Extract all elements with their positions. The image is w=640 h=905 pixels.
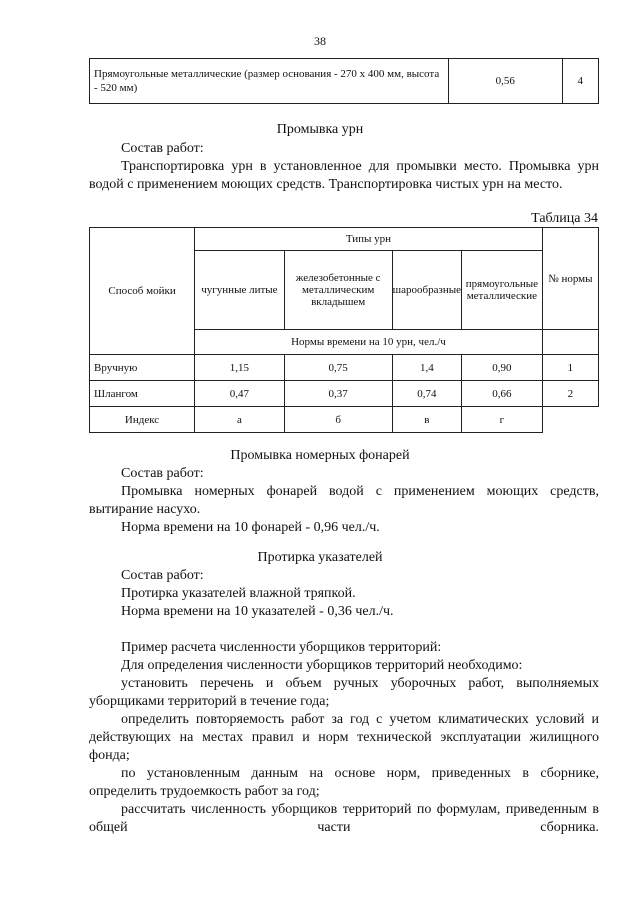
example-step: по установленным данным на основе норм, приведенных в сборнике, определить трудоемкость работ за год;	[89, 766, 599, 799]
norm-number-header: № нормы	[542, 228, 598, 330]
norm-cell: 1	[542, 355, 598, 381]
example-step: установить перечень и объем ручных уборочных работ, выполняемых уборщиками территорий в течение года;	[89, 676, 599, 709]
section-title-lights: Промывка номерных фонарей	[230, 448, 410, 463]
type-column-header: железобетонные с металлическим вкладышем	[284, 251, 392, 330]
continuation-table	[89, 58, 599, 104]
empty-cell	[542, 330, 598, 355]
method-cell: Вручную	[90, 355, 195, 381]
value-cell: 0,74	[392, 381, 461, 407]
value-cell: 1,15	[195, 355, 285, 381]
norm-cell: 2	[542, 381, 598, 407]
index-cell: б	[284, 407, 392, 433]
type-column-header: прямоугольные металлические	[462, 251, 543, 330]
composition-label: Состав работ:	[121, 141, 204, 156]
table-row	[90, 59, 599, 104]
paragraph: Промывка номерных фонарей водой с применением моющих средств, вытирание насухо.	[89, 484, 599, 517]
example-intro: Для определения численности уборщиков территорий необходимо:	[121, 658, 523, 673]
composition-label: Состав работ:	[121, 466, 204, 481]
value-cell: 0,37	[284, 381, 392, 407]
table-cell-norm: 4	[562, 59, 598, 104]
table-row	[90, 355, 599, 381]
index-label: Индекс	[90, 407, 195, 433]
urn-norms-table	[89, 227, 599, 433]
index-cell: г	[462, 407, 543, 433]
type-column-header: чугунные литые	[195, 251, 285, 330]
value-cell: 1,4	[392, 355, 461, 381]
value-cell: 0,90	[462, 355, 543, 381]
index-cell: в	[392, 407, 461, 433]
section-title-urns: Промывка урн	[276, 122, 364, 137]
index-cell: а	[195, 407, 285, 433]
paragraph: Протирка указателей влажной тряпкой.	[121, 586, 356, 601]
table-cell-description: Прямоугольные металлические (размер основания - 270 х 400 мм, высота - 520 мм)	[90, 59, 449, 104]
time-norm: Норма времени на 10 указателей - 0,36 чел./ч.	[121, 604, 394, 619]
composition-label: Состав работ:	[121, 568, 204, 583]
empty-cell	[542, 407, 598, 433]
time-norm: Норма времени на 10 фонарей - 0,96 чел./ч.	[121, 520, 380, 535]
example-step: рассчитать численность уборщиков территорий по формулам, приведенным в общей части сборника.	[89, 802, 599, 835]
index-row	[90, 407, 599, 433]
table-cell-value: 0,56	[449, 59, 563, 104]
type-column-header: шарообразные	[392, 251, 461, 330]
paragraph: Транспортировка урн в установленное для промывки место. Промывка урн водой с применением моющих средств. Транспортировка чистых урн на место.	[89, 159, 599, 192]
example-step: определить повторяемость работ за год с учетом климатических условий и действующих на местах правил и норм технической эксплуатации жилищного фонда;	[89, 712, 599, 763]
method-cell: Шлангом	[90, 381, 195, 407]
value-cell: 0,75	[284, 355, 392, 381]
example-title: Пример расчета численности уборщиков территорий:	[121, 640, 442, 655]
table-row	[90, 381, 599, 407]
unit-header: Нормы времени на 10 урн, чел./ч	[195, 330, 543, 355]
value-cell: 0,66	[462, 381, 543, 407]
value-cell: 0,47	[195, 381, 285, 407]
page-number: 38	[314, 34, 326, 48]
section-title-signs: Протирка указателей	[257, 550, 383, 565]
table-caption: Таблица 34	[531, 211, 598, 226]
types-header: Типы урн	[195, 228, 543, 251]
table-header-row	[90, 228, 599, 251]
method-header: Способ мойки	[90, 228, 195, 355]
